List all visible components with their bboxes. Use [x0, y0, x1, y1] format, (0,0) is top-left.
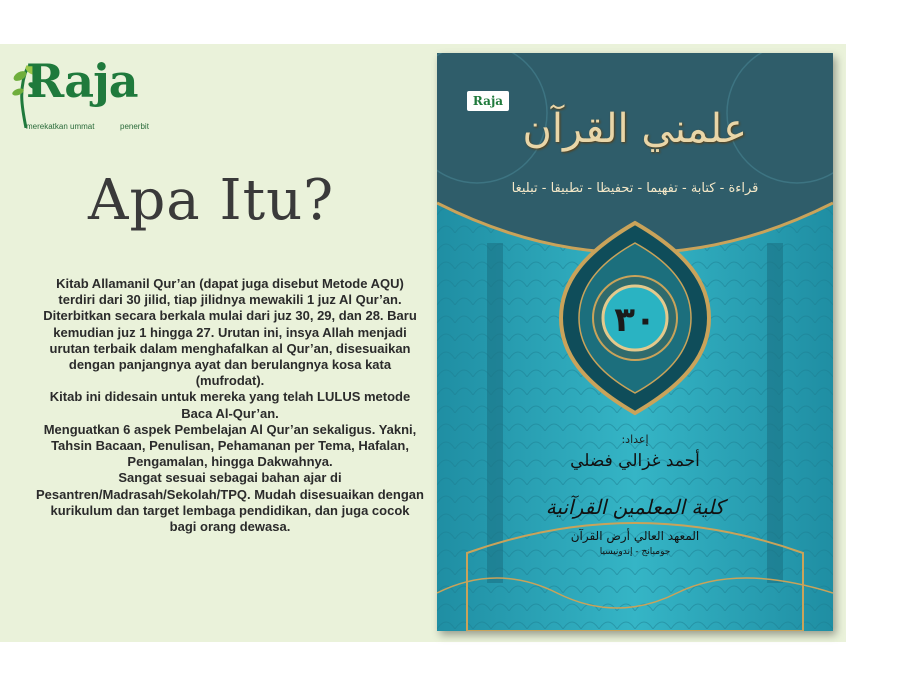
logo-tagline: merekatkan ummat: [26, 122, 95, 131]
book-title: علمني القرآن: [522, 106, 747, 152]
book-publisher-logo: Raja: [467, 91, 509, 111]
description-paragraph-2: Kitab ini didesain untuk mereka yang telah LULUS metode Baca Al-Qur’an.: [49, 389, 411, 421]
logo-wordmark: Raja: [26, 54, 138, 108]
raja-logo: [12, 54, 162, 138]
institute-location: جومبانج - إندونيسيا: [599, 547, 671, 557]
institute-name: المعهد العالي أرض القرآن: [570, 529, 700, 543]
volume-number: ٣٠: [614, 300, 656, 340]
publisher-calligraphy: كلية المعلمين القرآنية: [545, 495, 725, 519]
description-text: [36, 276, 424, 535]
description-paragraph-3: Menguatkan 6 aspek Pembelajan Al Qur’an sekaligus. Yakni, Tahsin Bacaan, Penulisan, Pehamanan per Tema, Hafalan, Pengamalan, hingga Dakwahnya.: [43, 421, 417, 470]
prepared-by-label: إعداد:: [621, 433, 649, 446]
logo-publisher-label: penerbit: [120, 122, 149, 131]
author-name: أحمد غزالي فضلي: [570, 451, 700, 471]
description-paragraph-1: Kitab Allamanil Qur’an (dapat juga disebut Metode AQU) terdiri dari 30 jilid, tiap jilidnya mewakili 1 juz Al Qur’an. Diterbitkan secara berkala mulai dari juz 30, 29, dan 28. Baru kemudian juz 1 hingga 27. Urutan ini, insya Allah menjadi urutan terbaik dalam menghafalkan al Qur’an, disesuaikan dengan panjangnya ayat dan berulangnya kosa kata (mufrodat).: [43, 276, 417, 389]
book-subtitle: قراءة - كتابة - تفهيما - تحفيظا - تطبيقا - تبليغا: [511, 181, 759, 196]
book-cover: [437, 53, 833, 631]
description-paragraph-4: Sangat sesuai sebagai bahan ajar di Pesantren/Madrasah/Sekolah/TPQ. Mudah disesuaikan dengan kurikulum dan target lembaga pendidikan, dan juga cocok bagi orang dewasa.: [36, 470, 424, 535]
page-heading: Apa Itu?: [88, 168, 335, 233]
